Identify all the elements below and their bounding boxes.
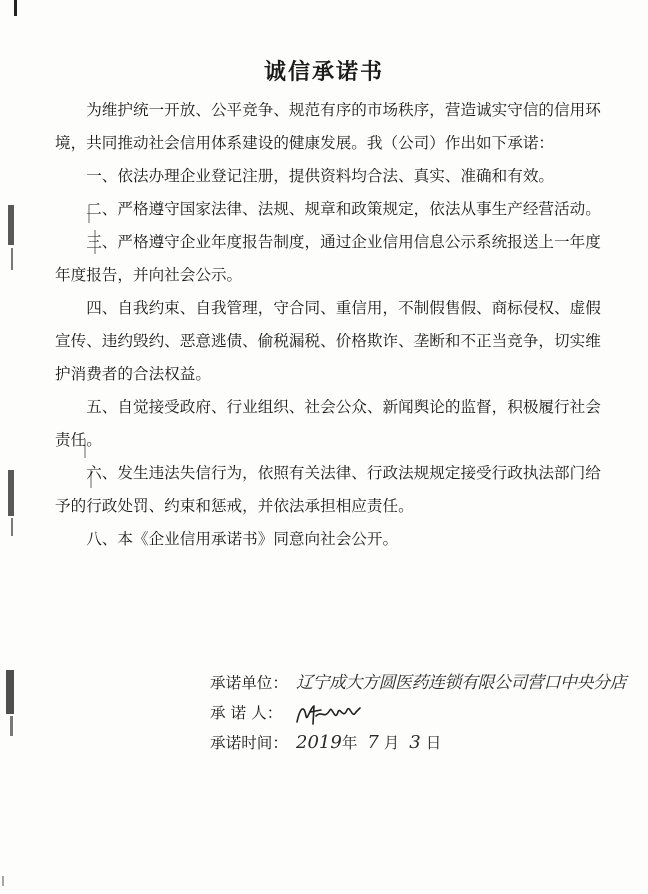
commitment-item-8: 八、本《企业信用承诺书》同意向社会公开。 [86, 530, 399, 548]
date-year-handwritten: 2019 [296, 732, 342, 753]
commitment-item-2: 二、严格遵守国家法律、法规、规章和政策规定，依法从事生产经营活动。 [86, 200, 601, 218]
scan-noise-mark [6, 670, 14, 714]
intro-paragraph: 为维护统一开放、公平竞争、规范有序的市场秩序，营造诚实守信的信用环境，共同推动社会信用体系建设的健康发展。我（公司）作出如下承诺： [55, 101, 601, 152]
scan-noise-mark [14, 0, 17, 16]
commitment-item-5: 五、自觉接受政府、行业组织、社会公众、新闻舆论的监督，积极履行社会责任。 [55, 398, 601, 449]
signing-date-label: 承诺时间： [210, 734, 288, 752]
signature-block [210, 668, 626, 758]
commitment-item-4: 四、自我约束、自我管理，守合同、重信用，不制假售假、商标侵权、虚假宣传、违约毁约、恶意逃债、偷税漏税、价格欺诈、垄断和不正当竞争，切实维护消费者的合法权益。 [55, 299, 601, 383]
handwritten-signature [294, 700, 364, 728]
document-title: 诚信承诺书 [263, 59, 384, 85]
date-day-suffix: 日 [425, 734, 442, 752]
signer-label: 承 诺 人： [210, 704, 283, 722]
signing-date-value [296, 728, 441, 758]
scan-noise-mark [11, 518, 13, 536]
commitment-item-3: 三、严格遵守企业年度报告制度，通过企业信用信息公示系统报送上一年度年度报告，并向社会公示。 [55, 233, 601, 284]
signing-unit-label: 承诺单位： [210, 674, 288, 692]
signing-unit-row [210, 668, 626, 698]
date-day-handwritten: 3 [409, 732, 421, 753]
date-month-suffix: 月 [383, 734, 400, 752]
scan-noise-mark [2, 876, 4, 886]
date-month-handwritten: 7 [367, 732, 379, 753]
date-year-suffix: 年 [341, 734, 358, 752]
document-body [55, 94, 610, 556]
scan-noise-mark [10, 716, 13, 736]
signing-date-row [210, 728, 442, 758]
scan-noise-mark [11, 248, 13, 270]
scan-noise-mark [8, 470, 14, 516]
signing-unit-handwritten: 辽宁成大方圆医药连锁有限公司营口中央分店 [296, 673, 626, 693]
commitment-item-1: 一、依法办理企业登记注册，提供资料均合法、真实、准确和有效。 [86, 167, 555, 185]
commitment-item-6: 六、发生违法失信行为，依照有关法律、行政法规规定接受行政执法部门给予的行政处罚、约束和惩戒，并依法承担相应责任。 [55, 464, 601, 515]
scan-noise-mark [8, 205, 14, 245]
signer-row [210, 698, 292, 728]
